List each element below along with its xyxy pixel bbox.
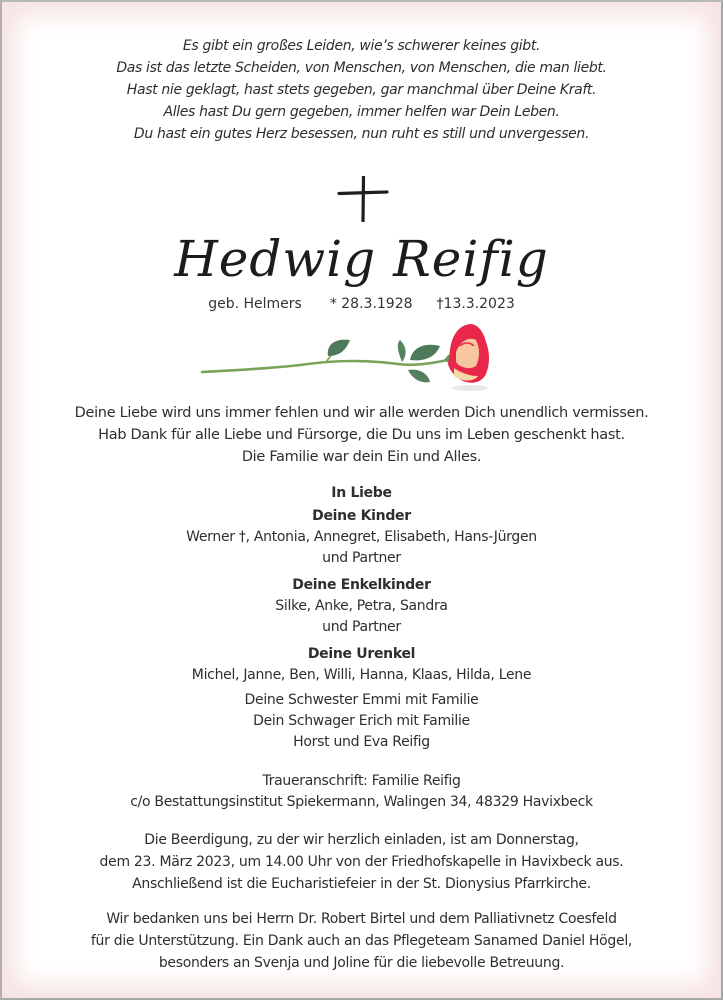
poem-line: Du hast ein gutes Herz besessen, nun ruht es still und unvergessen.: [133, 126, 590, 142]
grandchildren-section: [2, 575, 721, 638]
address-line: c/o Bestattungsinstitut Spiekermann, Walingen 34, 48329 Havixbeck: [130, 794, 593, 810]
deceased-name: Hedwig Reifig: [174, 230, 549, 288]
thanks-line: besonders an Svenja und Joline für die liebevolle Betreuung.: [158, 955, 565, 971]
poem-line: Hast nie geklagt, hast stets gegeben, gar manchmal über Deine Kraft.: [126, 82, 597, 98]
poem-line: Das ist das letzte Scheiden, von Menschen, von Menschen, die man liebt.: [116, 60, 607, 76]
message-line: Die Familie war dein Ein und Alles.: [241, 449, 482, 465]
children-heading: Deine Kinder: [312, 508, 411, 524]
poem-line: Es gibt ein großes Leiden, wie’s schwerer keines gibt.: [182, 38, 541, 54]
birth-name: geb. Helmers: [208, 296, 302, 312]
children-partners: und Partner: [322, 550, 401, 566]
acknowledgements: [2, 908, 721, 974]
farewell-message: [2, 402, 721, 468]
cross-icon: [336, 176, 390, 222]
grandchildren-names: Silke, Anke, Petra, Sandra: [275, 598, 448, 614]
funeral-line: Die Beerdigung, zu der wir herzlich einladen, ist am Donnerstag,: [144, 832, 579, 848]
message-line: Deine Liebe wird uns immer fehlen und wir alle werden Dich unendlich vermissen.: [74, 405, 649, 421]
great-grandchildren-heading: Deine Urenkel: [307, 646, 416, 662]
death-date: †13.3.2023: [436, 296, 515, 312]
relative-line: Deine Schwester Emmi mit Familie: [244, 692, 479, 708]
memorial-poem: [2, 35, 721, 145]
address-line: Traueranschrift: Familie Reifig: [262, 773, 461, 789]
grandchildren-partners: und Partner: [322, 619, 401, 635]
relative-line: Dein Schwager Erich mit Familie: [253, 713, 470, 729]
children-names: Werner †, Antonia, Annegret, Elisabeth, Hans-Jürgen: [186, 529, 537, 545]
message-line: Hab Dank für alle Liebe und Fürsorge, die Du uns im Leben geschenkt hast.: [98, 427, 625, 443]
life-dates: [2, 294, 721, 314]
great-grandchildren-section: [2, 644, 721, 686]
thanks-line: für die Unterstützung. Ein Dank auch an das Pflegeteam Sanamed Daniel Högel,: [90, 933, 633, 949]
children-section: [2, 506, 721, 569]
birth-date: * 28.3.1928: [329, 296, 413, 312]
obituary-content: [2, 2, 721, 998]
mourning-address: [2, 771, 721, 813]
funeral-line: Anschließend ist die Eucharistiefeier in der St. Dionysius Pfarrkirche.: [132, 876, 591, 892]
rose-image: [198, 320, 494, 392]
thanks-line: Wir bedanken uns bei Herrn Dr. Robert Birtel und dem Palliativnetz Coesfeld: [106, 911, 617, 927]
great-grandchildren-names: Michel, Janne, Ben, Willi, Hanna, Klaas, Hilda, Lene: [191, 667, 532, 683]
relative-line: Horst und Eva Reifig: [293, 734, 430, 750]
in-love-heading: [2, 482, 721, 504]
funeral-line: dem 23. März 2023, um 14.00 Uhr von der Friedhofskapelle in Havixbeck aus.: [99, 854, 624, 870]
poem-line: Alles hast Du gern gegeben, immer helfen war Dein Leben.: [163, 104, 560, 120]
in-love-label: In Liebe: [331, 485, 392, 501]
funeral-details: [2, 829, 721, 895]
grandchildren-heading: Deine Enkelkinder: [292, 577, 431, 593]
other-relatives: [2, 690, 721, 753]
